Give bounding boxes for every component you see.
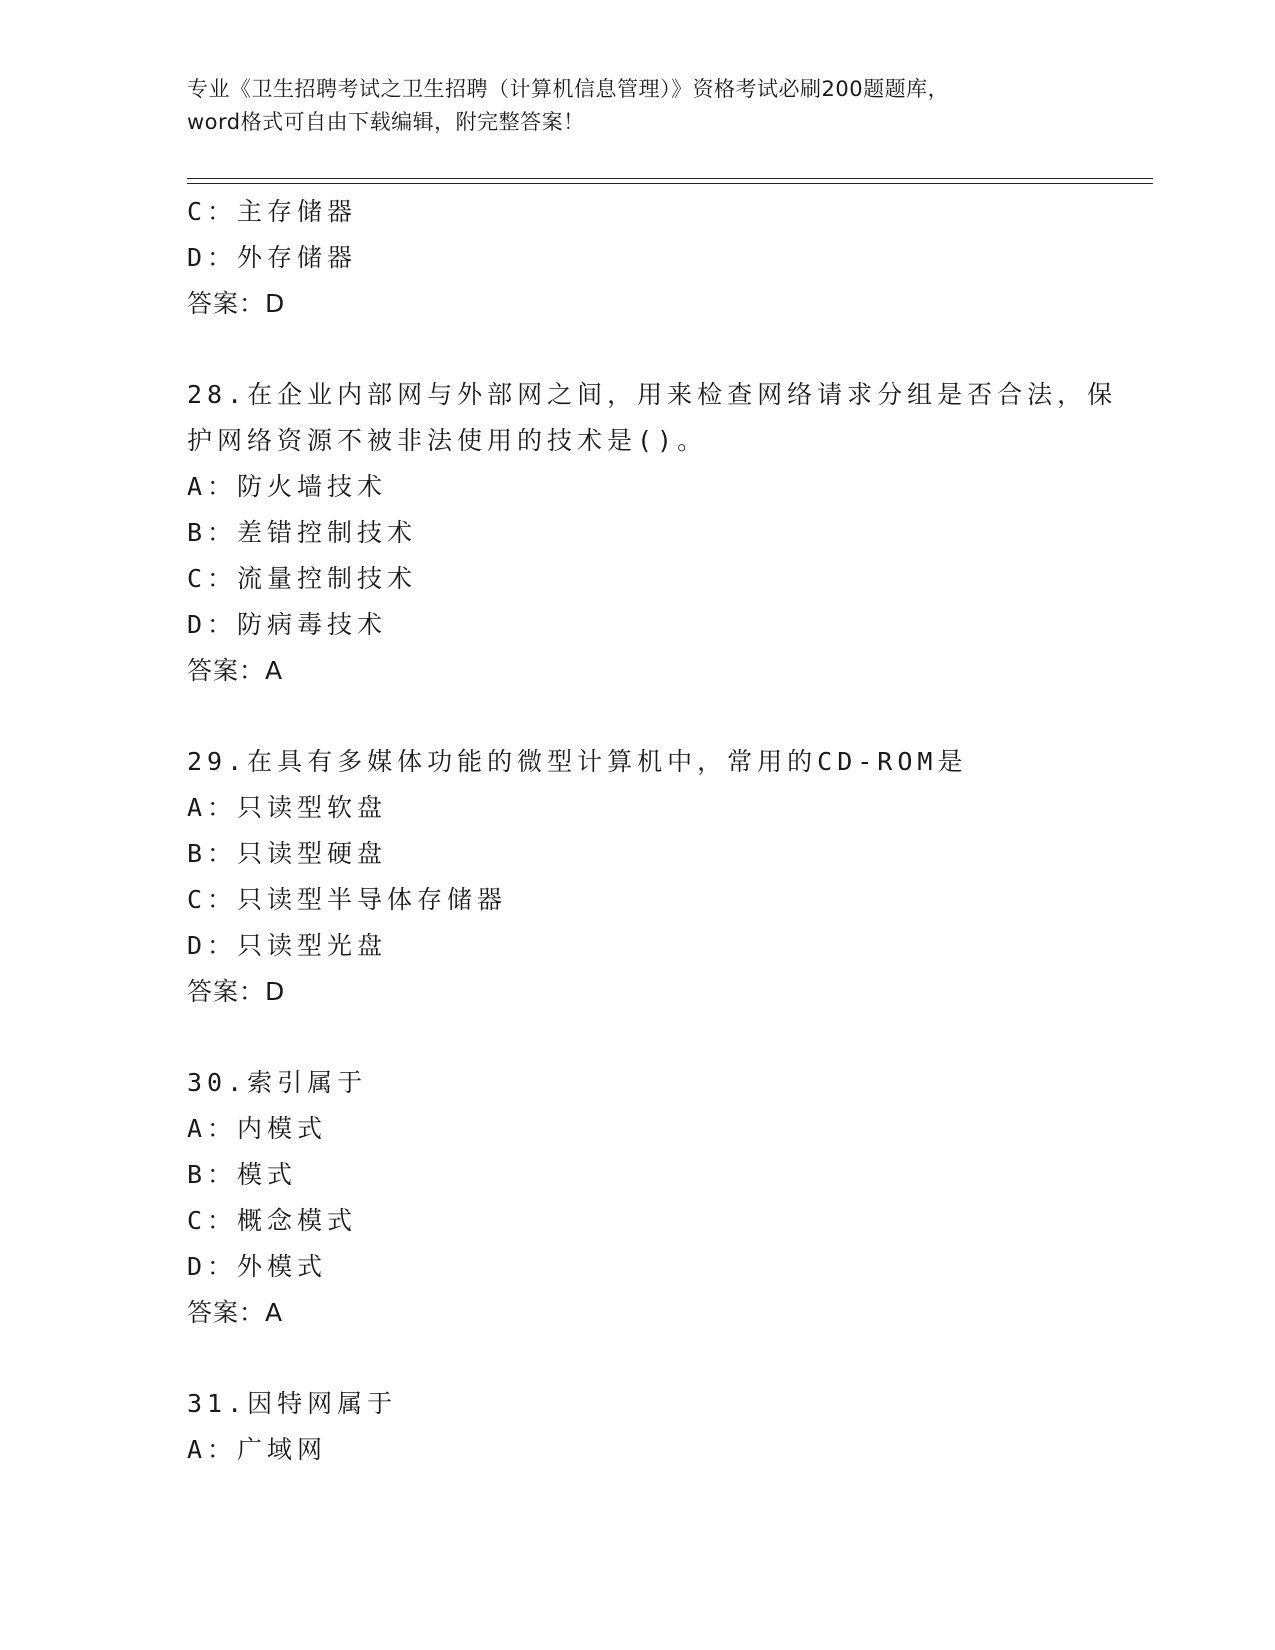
question-30 xyxy=(187,1060,1087,1336)
option-c: C：只读型半导体存储器 xyxy=(187,885,508,914)
option-a: A：广域网 xyxy=(187,1435,328,1464)
answer-line: 答案：D xyxy=(187,289,286,318)
option-d: D：外模式 xyxy=(187,1252,328,1281)
question-list xyxy=(187,189,1118,1473)
option-b: B：差错控制技术 xyxy=(187,518,418,547)
question-continued xyxy=(187,189,1087,327)
option-d: D：只读型光盘 xyxy=(187,931,388,960)
option-b: B：只读型硬盘 xyxy=(187,839,388,868)
option-c: C：流量控制技术 xyxy=(187,564,418,593)
option-a: A：只读型软盘 xyxy=(187,793,388,822)
option-d: D：外存储器 xyxy=(187,243,358,272)
header-divider-bottom xyxy=(187,183,1153,184)
option-c: C：主存储器 xyxy=(187,197,358,226)
header-line-1: 专业《卫生招聘考试之卫生招聘（计算机信息管理）》资格考试必刷200题题库， xyxy=(187,77,950,101)
question-title: 30.索引属于 xyxy=(187,1068,368,1097)
header-line-2: word格式可自由下载编辑，附完整答案！ xyxy=(187,110,585,134)
option-b: B：模式 xyxy=(187,1160,298,1189)
option-d: D：防病毒技术 xyxy=(187,610,388,639)
answer-line: 答案：A xyxy=(187,1298,284,1327)
question-28 xyxy=(187,372,1118,694)
option-a: A：内模式 xyxy=(187,1114,328,1143)
question-29 xyxy=(187,739,1087,1015)
question-title: 28.在企业内部网与外部网之间，用来检查网络请求分组是否合法，保 xyxy=(187,380,1118,409)
document-header xyxy=(187,73,1087,139)
option-a: A：防火墙技术 xyxy=(187,472,388,501)
question-title: 29.在具有多媒体功能的微型计算机中，常用的CD-ROM是 xyxy=(187,747,968,776)
header-divider-top xyxy=(187,178,1153,179)
question-title: 护网络资源不被非法使用的技术是()。 xyxy=(187,426,708,455)
question-31 xyxy=(187,1381,1087,1473)
option-c: C：概念模式 xyxy=(187,1206,358,1235)
answer-line: 答案：D xyxy=(187,977,286,1006)
answer-line: 答案：A xyxy=(187,656,284,685)
question-title: 31.因特网属于 xyxy=(187,1389,398,1418)
